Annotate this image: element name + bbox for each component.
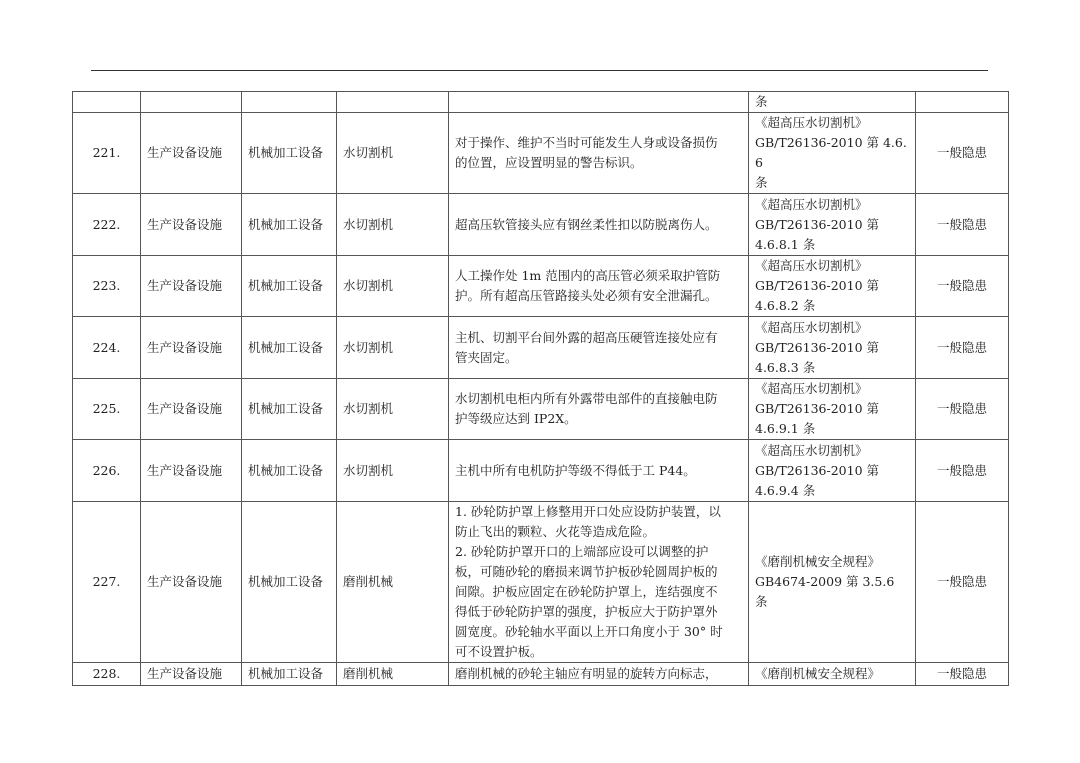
requirement-line: 得低于砂轮防护罩的强度，护板应大于防护罩外 [455,604,718,619]
basis-line: 《超高压水切割机》 [755,442,868,458]
basis-line: 条 [755,175,768,190]
requirement-line: 主机中所有电机防护等级不得低于工 P44。 [455,462,696,478]
category-level2: 机械加工设备 [242,502,337,663]
table-row [73,379,1009,440]
basis-line: 《超高压水切割机》 [755,196,868,212]
table-row [73,256,1009,317]
basis-cell [749,663,916,686]
requirement-cell [449,663,749,686]
basis-line: 《超高压水切割机》 [755,381,868,396]
row-number: 227. [73,502,141,663]
table-row [73,502,1009,663]
requirement-line: 圆宽度。砂轮轴水平面以上开口角度小于 30° 时 [455,624,723,639]
hazard-level: 一般隐患 [916,379,1009,440]
category-level3: 水切割机 [337,256,449,317]
basis-cell [749,317,916,379]
category-level3: 水切割机 [337,440,449,502]
category-level2: 机械加工设备 [242,256,337,317]
requirement-line: 主机、切割平台间外露的超高压硬管连接处应有 [455,329,718,345]
basis-line: GB/T26136-2010 第 [755,339,879,355]
basis-line: 4.6.8.3 条 [755,359,816,375]
category-level3: 磨削机械 [337,663,449,686]
basis-line: GB/T26136-2010 第 [755,278,879,293]
basis-cell [749,113,916,194]
requirement-line: 2. 砂轮防护罩开口的上端部应设可以调整的护 [455,544,709,559]
category-level1: 生产设备设施 [141,440,242,502]
category-level2: 机械加工设备 [242,663,337,686]
table-row [73,440,1009,502]
basis-cell: 条 [749,92,916,113]
row-number: 225. [73,379,141,440]
category-level2: 机械加工设备 [242,113,337,194]
hazard-level: 一般隐患 [916,663,1009,686]
category-level3: 水切割机 [337,317,449,379]
table-row [73,113,1009,194]
hazard-level: 一般隐患 [916,194,1009,256]
requirement-cell [449,379,749,440]
category-level2: 机械加工设备 [242,440,337,502]
hazard-level: 一般隐患 [916,256,1009,317]
category-level3: 水切割机 [337,379,449,440]
requirement-cell [449,113,749,194]
category-level3: 水切割机 [337,194,449,256]
row-number: 222. [73,194,141,256]
category-level1: 生产设备设施 [141,113,242,194]
table-row [73,317,1009,379]
basis-cell [749,502,916,663]
category-level1: 生产设备设施 [141,663,242,686]
hazard-level: 一般隐患 [916,502,1009,663]
requirement-line: 管夹固定。 [455,349,518,365]
hazard-level: 一般隐患 [916,113,1009,194]
category-level3: 磨削机械 [337,502,449,663]
row-number: 228. [73,663,141,686]
basis-line: 4.6.9.4 条 [755,482,816,498]
basis-cell [749,256,916,317]
basis-line: GB/T26136-2010 第 [755,216,879,232]
requirement-line: 人工操作处 1m 范围内的高压管必须采取护管防 [455,268,721,283]
hazard-level: 一般隐患 [916,440,1009,502]
requirement-line: 磨削机械的砂轮主轴应有明显的旋转方向标志， [455,666,718,681]
requirement-line: 护等级应达到 IP2X。 [455,411,577,426]
basis-line: 《超高压水切割机》 [755,258,868,273]
requirement-line: 护。所有超高压管路接头处必须有安全泄漏孔。 [455,288,718,303]
category-level2: 机械加工设备 [242,317,337,379]
basis-line: 《超高压水切割机》 [755,115,868,130]
row-number: 224. [73,317,141,379]
basis-line: 《磨削机械安全规程》 [755,554,881,569]
requirement-line: 水切割机电柜内所有外露带电部件的直接触电防 [455,391,718,406]
category-level2: 机械加工设备 [242,379,337,440]
requirement-line: 对于操作、维护不当时可能发生人身或设备损伤 [455,135,718,150]
requirement-cell [449,440,749,502]
row-number: 223. [73,256,141,317]
requirement-line: 超高压软管接头应有钢丝柔性扣以防脱离伤人。 [455,216,718,232]
category-level1: 生产设备设施 [141,502,242,663]
basis-cell [749,440,916,502]
basis-line: 4.6.9.1 条 [755,421,816,436]
hazard-table [72,91,1009,686]
requirement-cell [449,502,749,663]
basis-line: GB/T26136-2010 第 [755,401,879,416]
hazard-level: 一般隐患 [916,317,1009,379]
category-level1: 生产设备设施 [141,256,242,317]
requirement-line: 间隙。护板应固定在砂轮防护罩上，连结强度不 [455,584,718,599]
requirement-cell [449,194,749,256]
basis-line: GB/T26136-2010 第 4.6.6 [755,135,907,170]
basis-line: GB4674-2009 第 3.5.6 条 [755,574,895,609]
category-level1: 生产设备设施 [141,317,242,379]
basis-line: 《磨削机械安全规程》 [755,666,881,681]
row-number: 221. [73,113,141,194]
category-level1: 生产设备设施 [141,379,242,440]
table-body [73,92,1009,686]
table-row [73,194,1009,256]
basis-line: 《超高压水切割机》 [755,319,868,335]
row-number: 226. [73,440,141,502]
header-rule [91,70,988,71]
requirement-line: 板，可随砂轮的磨损来调节护板砂轮圆周护板的 [455,564,718,579]
requirement-cell [449,256,749,317]
basis-line: 4.6.8.1 条 [755,236,816,252]
requirement-line: 的位置，应设置明显的警告标识。 [455,155,643,170]
basis-cell [749,194,916,256]
category-level1: 生产设备设施 [141,194,242,256]
table-row [73,663,1009,686]
category-level3: 水切割机 [337,113,449,194]
requirement-line: 可不设置护板。 [455,644,543,659]
requirement-line: 防止飞出的颗粒、火花等造成危险。 [455,524,656,539]
requirement-cell [449,317,749,379]
basis-line: 4.6.8.2 条 [755,298,816,313]
basis-cell [749,379,916,440]
basis-line: GB/T26136-2010 第 [755,462,879,478]
category-level2: 机械加工设备 [242,194,337,256]
table-row-continued [73,92,1009,113]
requirement-line: 1. 砂轮防护罩上修整用开口处应设防护装置，以 [455,504,721,519]
